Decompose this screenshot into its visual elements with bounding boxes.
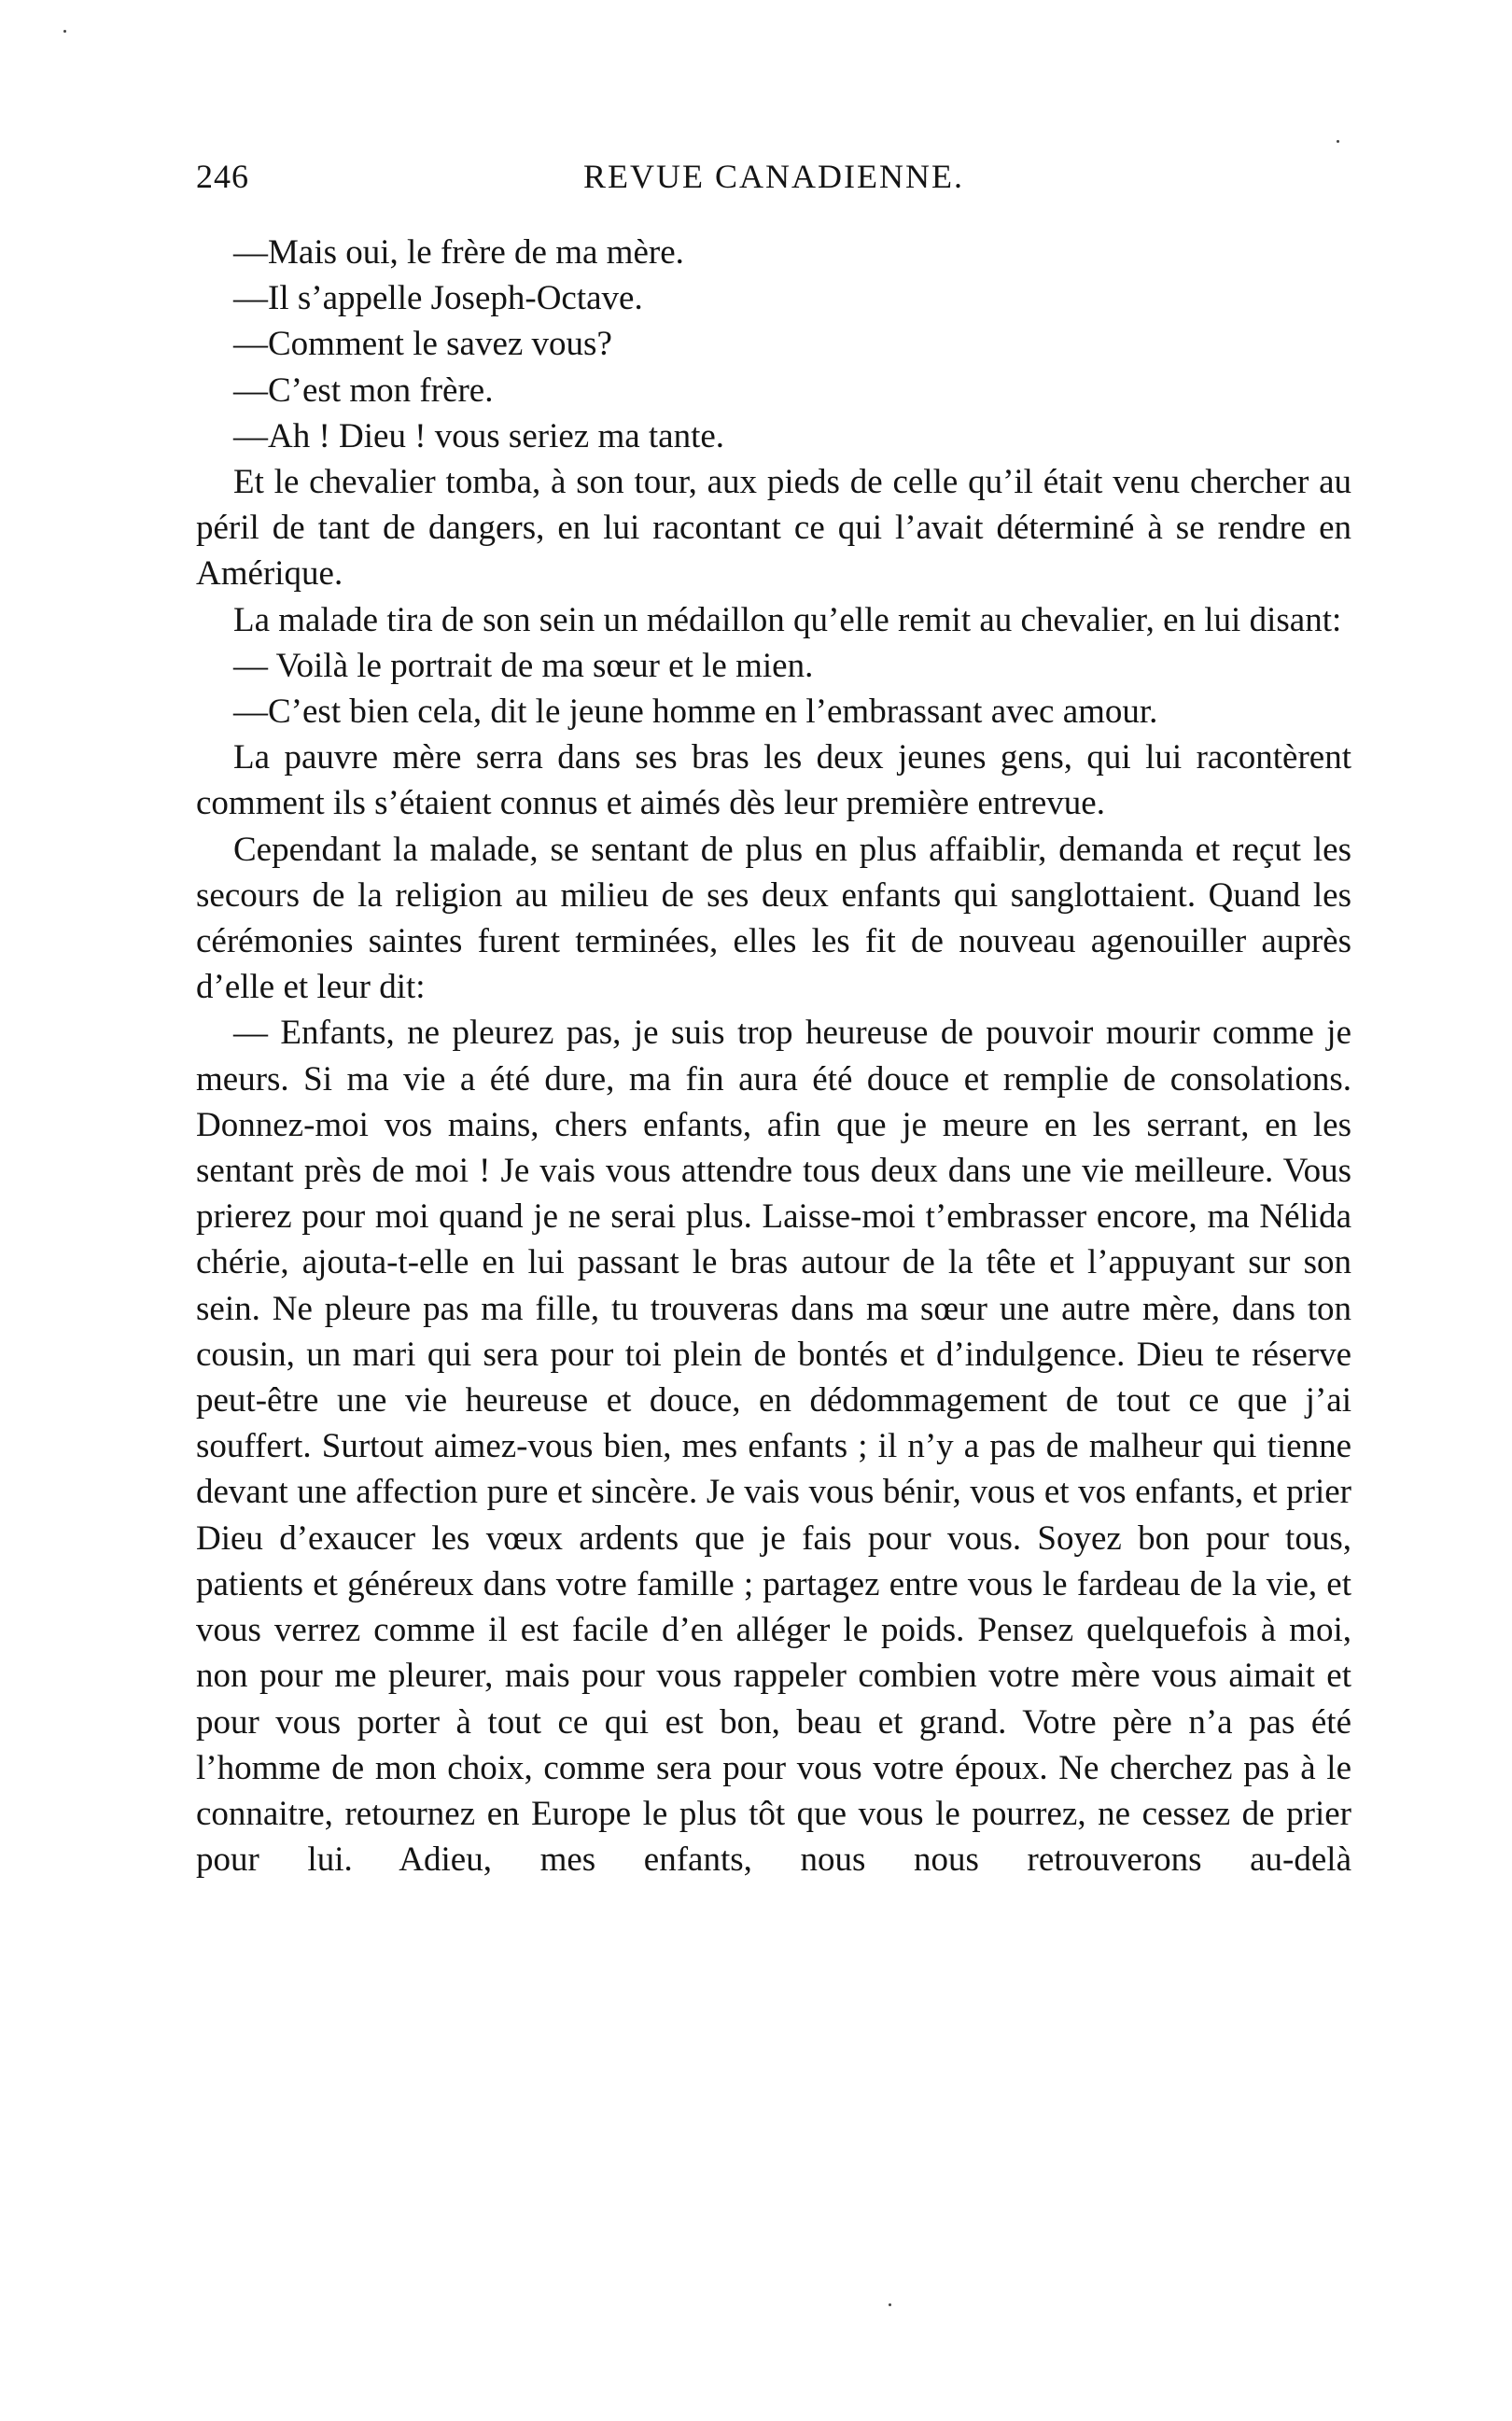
paragraph: —C’est mon frère. <box>233 371 494 410</box>
paragraph: —Ah ! Dieu ! vous seriez ma tante. <box>233 416 725 455</box>
running-header <box>196 157 1351 203</box>
paragraph: La pauvre mère serra dans ses bras les deux jeunes gens, qui lui racontèrent comment ils s’étaient connus et aimés dès leur première entrevue. <box>196 738 1351 823</box>
paragraph: —Mais oui, le frère de ma mère. <box>233 233 684 272</box>
body-text <box>196 230 1351 1882</box>
paragraph: La malade tira de son sein un médaillon qu’elle remit au chevalier, en lui disant: <box>233 600 1342 639</box>
paper-speck <box>63 30 66 33</box>
paragraph: — Enfants, ne pleurez pas, je suis trop heureuse de pouvoir mourir comme je meurs. Si ma vie a été dure, ma fin aura été douce et remplie de consolations. Donnez-moi vos mains, chers enfants, afin que je meure en les serrant, en les sentant près de moi ! Je vais vous attendre tous deux dans une vie meilleure. Vous prierez pour moi quand je ne serai plus. Laisse-moi t’embrasser encore, ma Nélida chérie, ajouta-t-elle en lui passant le bras autour de la tête et l’appuyant sur son sein. Ne pleure pas ma fille, tu trouveras dans ma sœur une autre mère, dans ton cousin, un mari qui sera pour toi plein de bontés et d’indulgence. Dieu te réserve peut-être une vie heureuse et douce, en dédommagement de tout ce que j’ai souffert. Surtout aimez-vous bien, mes enfants ; il n’y a pas de malheur qui tienne devant une affection pure et sincère. Je vais vous bénir, vous et vos enfants, et prier Dieu d’exaucer les vœux ardents que je fais pour vous. Soyez bon pour tous, patients et généreux dans votre famille ; partagez entre vous le fardeau de la vie, et vous verrez comme il est facile d’en alléger le poids. Pensez quelquefois à moi, non pour me pleurer, mais pour vous rappeler combien votre mère vous aimait et pour vous porter à tout ce qui est bon, beau et grand. Votre père n’a pas été l’homme de mon choix, comme sera pour vous votre époux. Ne cherchez pas à le connaitre, retournez en Europe le plus tôt que vous le pourrez, ne cessez de prier pour lui. Adieu, mes enfants, nous nous retrouverons au-delà <box>196 1014 1351 1880</box>
running-title: REVUE CANADIENNE. <box>583 158 964 195</box>
paragraph: —Comment le savez vous? <box>233 325 612 364</box>
paragraph: —Il s’appelle Joseph-Octave. <box>233 279 643 318</box>
page-number: 246 <box>196 158 249 195</box>
paper-speck <box>889 2303 891 2306</box>
paragraph: — Voilà le portrait de ma sœur et le mien. <box>233 646 814 685</box>
paragraph: —C’est bien cela, dit le jeune homme en l’embrassant avec amour. <box>233 693 1158 732</box>
paragraph: Et le chevalier tomba, à son tour, aux pieds de celle qu’il était venu chercher au péril de tant de dangers, en lui racontant ce qui l’avait déterminé à se rendre en Amérique. <box>196 463 1351 594</box>
paragraph: Cependant la malade, se sentant de plus en plus affaiblir, demanda et reçut les secours de la religion au milieu de ses deux enfants qui sanglottaient. Quand les cérémonies saintes furent terminées, elles les fit de nouveau agenouiller auprès d’elle et leur dit: <box>196 830 1351 1007</box>
paper-speck <box>1337 140 1339 143</box>
